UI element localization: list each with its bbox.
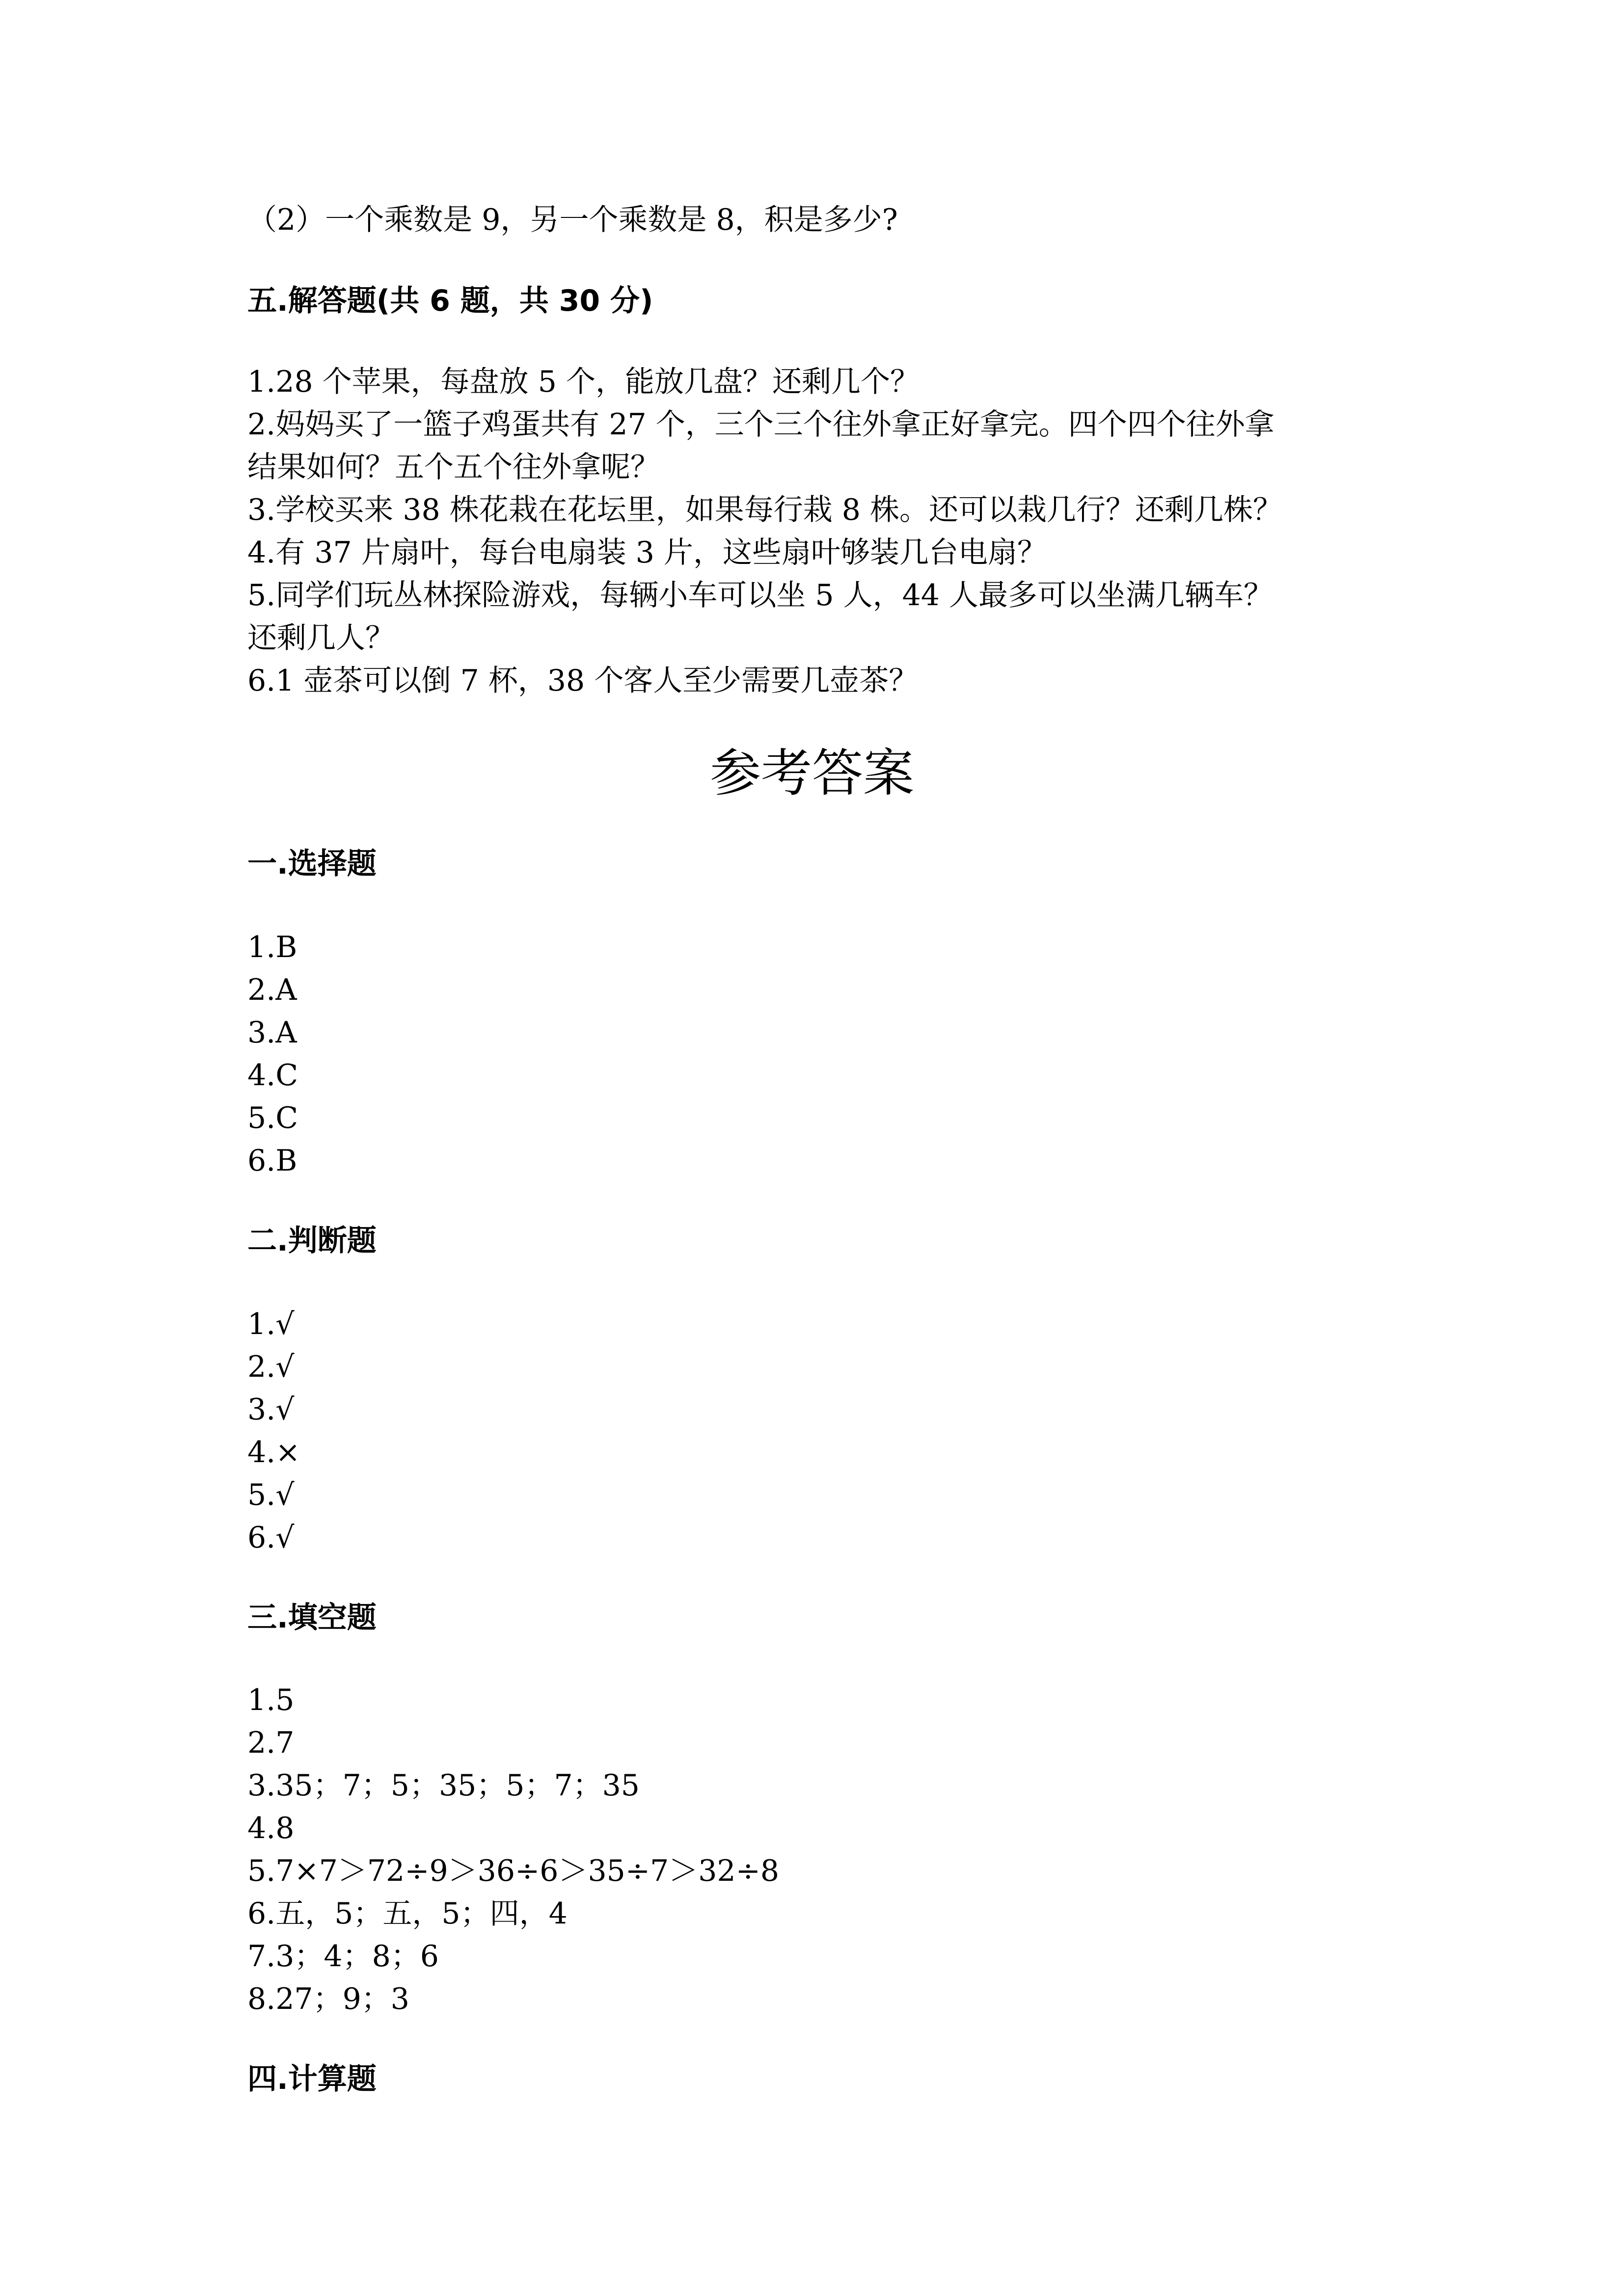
answer-item: 6.B bbox=[247, 1144, 298, 1178]
answer-item: 3.A bbox=[247, 1015, 297, 1050]
answer-item: 1.B bbox=[247, 930, 298, 964]
problem-5-line-2: 还剩几人？ bbox=[247, 621, 395, 655]
answer-item: 6.√ bbox=[247, 1521, 295, 1555]
answer-item: 2.A bbox=[247, 973, 297, 1007]
answers-section-1-heading: 一.选择题 bbox=[247, 847, 377, 881]
answer-item: 2.√ bbox=[247, 1350, 295, 1384]
problem-2-line-1: 2.妈妈买了一篮子鸡蛋共有 27 个，三个三个往外拿正好拿完。四个四个往外拿 bbox=[247, 407, 1274, 442]
answer-item: 5.√ bbox=[247, 1478, 295, 1512]
answers-section-3-heading: 三.填空题 bbox=[247, 1601, 377, 1635]
answer-item: 4.C bbox=[247, 1058, 298, 1093]
answer-item: 7.3；4；8；6 bbox=[247, 1939, 439, 1974]
problem-6: 6.1 壶茶可以倒 7 杯，38 个客人至少需要几壶茶？ bbox=[247, 664, 919, 698]
answer-item: 5.C bbox=[247, 1101, 298, 1135]
answer-title: 参考答案 bbox=[709, 743, 914, 803]
answer-item: 4.8 bbox=[247, 1811, 295, 1845]
answer-item: 4.× bbox=[247, 1435, 300, 1469]
answers-section-2-heading: 二.判断题 bbox=[247, 1224, 377, 1258]
problem-4: 4.有 37 片扇叶，每台电扇装 3 片，这些扇叶够装几台电扇？ bbox=[247, 535, 1047, 570]
answer-item: 1.5 bbox=[247, 1683, 295, 1717]
answer-item: 5.7×7＞72÷9＞36÷6＞35÷7＞32÷8 bbox=[247, 1854, 780, 1888]
problem-3: 3.学校买来 38 株花栽在花坛里，如果每行栽 8 株。还可以栽几行？还剩几株？ bbox=[247, 493, 1283, 527]
answer-item: 3.35；7；5；35；5；7；35 bbox=[247, 1768, 640, 1803]
answer-item: 2.7 bbox=[247, 1726, 295, 1760]
problem-2-line-2: 结果如何？五个五个往外拿呢？ bbox=[247, 450, 660, 484]
question-4-2: （2）一个乘数是 9，另一个乘数是 8，积是多少? bbox=[247, 203, 898, 237]
answer-item: 6.五，5；五，5；四，4 bbox=[247, 1896, 568, 1931]
answer-item: 8.27；9；3 bbox=[247, 1982, 409, 2016]
answers-section-4-heading: 四.计算题 bbox=[247, 2062, 377, 2096]
problem-1: 1.28 个苹果，每盘放 5 个，能放几盘？还剩几个？ bbox=[247, 365, 920, 399]
problem-5-line-1: 5.同学们玩丛林探险游戏，每辆小车可以坐 5 人，44 人最多可以坐满几辆车？ bbox=[247, 578, 1273, 613]
answer-item: 1.√ bbox=[247, 1307, 295, 1341]
answer-item: 3.√ bbox=[247, 1392, 295, 1427]
section-5-heading: 五.解答题(共 6 题，共 30 分) bbox=[247, 284, 653, 318]
